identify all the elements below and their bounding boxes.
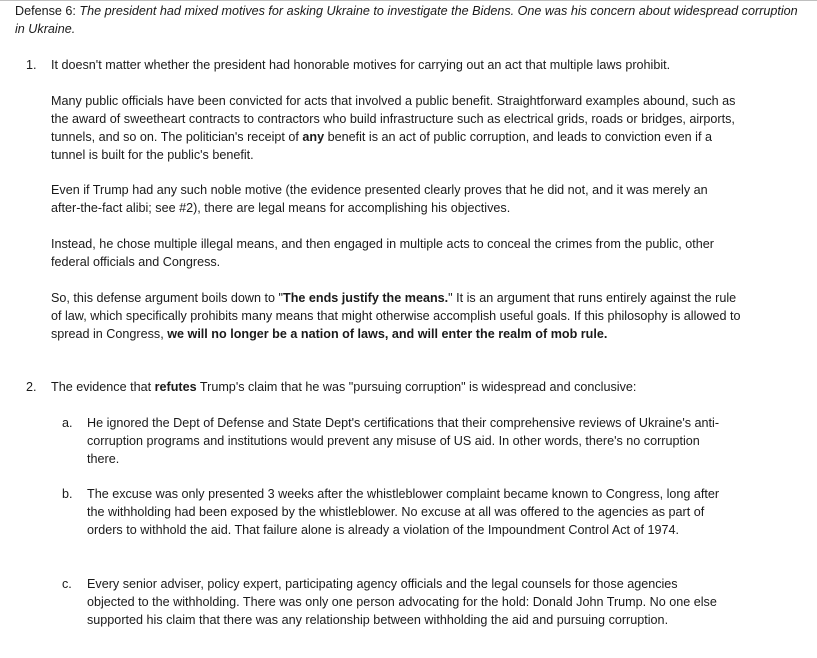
defense-heading <box>15 2 805 38</box>
item-1-text: It doesn't matter whether the president had honorable motives for carrying out an act that multiple laws prohibit. <box>51 58 671 72</box>
item-1-paragraph-3: Instead, he chose multiple illegal means, and then engaged in multiple acts to conceal the crimes from the public, other federal officials and Congress. <box>51 237 714 269</box>
subitem-b-text: The excuse was only presented 3 weeks after the whistleblower complaint became known to Congress, long after the withholding had been exposed by the whistleblower. No excuse at all was offered to the agencies as part of orders to withhold the aid. That failure alone is already a violation of the Impoundment Control Act of 1974. <box>87 487 720 537</box>
item-1-paragraph-2: Even if Trump had any such noble motive (the evidence presented clearly proves that he did not, and it was merely an after-the-fact alibi; see #2), there are legal means for accomplishing his objectives. <box>51 183 708 215</box>
sublist-marker-a: a. <box>62 416 73 430</box>
defense-claim: The president had mixed motives for asking Ukraine to investigate the Bidens. One was his concern about widespread corruption in Ukraine. <box>15 4 798 36</box>
sublist-marker-b: b. <box>62 487 73 501</box>
list-marker-1: 1. <box>26 58 37 72</box>
item-1-paragraph-4: So, this defense argument boils down to "The ends justify the means." It is an argument that runs entirely against the rule of law, which specifically prohibits many means that might otherwise accomplish useful goals. If this philosophy is allowed to spread in Congress, we will no longer be a nation of laws, and will enter the realm of mob rule. <box>51 291 741 341</box>
subitem-a-text: He ignored the Dept of Defense and State Dept's certifications that their comprehensive reviews of Ukraine's anti-corruption programs and institutions would prevent any misuse of US aid. In other words, there's no corruption there. <box>87 416 720 466</box>
item-1-paragraph-1: Many public officials have been convicted for acts that involved a public benefit. Straightforward examples abound, such as the award of sweetheart contracts to contractors who build infrastructure such as electrical grids, roads or bridges, airports, tunnels, and so on. The politician's receipt of any benefit is an act of public corruption, and leads to conviction even if a tunnel is built for the public's benefit. <box>51 94 736 162</box>
sublist-marker-c: c. <box>62 577 72 591</box>
top-divider <box>0 0 817 1</box>
list-marker-2: 2. <box>26 380 37 394</box>
subitem-c-text: Every senior adviser, policy expert, participating agency officials and the legal counsels for those agencies objected to the withholding. There was only one person advocating for the hold: Donald John Trump. No one else supported his claim that there was any relationship between withholding the aid and pursuing corruption. <box>87 577 717 627</box>
item-2-text: The evidence that refutes Trump's claim that he was "pursuing corruption" is widespread and conclusive: <box>51 380 637 394</box>
defense-label: Defense 6: <box>15 4 76 18</box>
